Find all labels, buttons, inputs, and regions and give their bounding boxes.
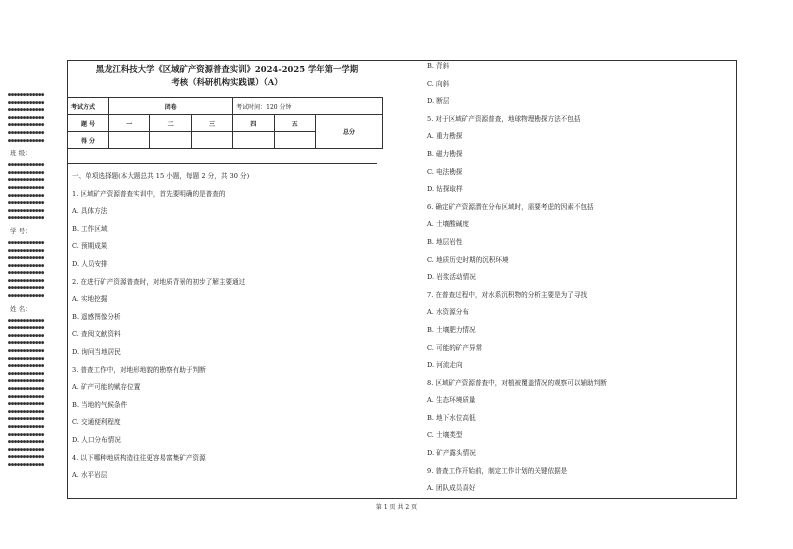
option-line: D. 矿产露头情况 [427,449,476,458]
exam-title-line1: 黑龙江科技大学《区域矿产资源普查实训》2024-2025 学年第一学期 [95,64,359,74]
option-line: D. 断层 [427,97,450,106]
question-line: 6. 确定矿产资源潜在分布区域时，需要考虑的因素不包括 [427,202,594,211]
section-heading: 一、单项选择题(本大题总共 15 小题，每题 2 分，共 30 分) [72,172,250,180]
total-label: 总分 [316,115,383,149]
option-line: B. 遥感图像分析 [72,312,121,321]
option-line: B. 背斜 [427,62,450,70]
score-cell [233,132,274,149]
exam-time: 考试时间：120 分钟 [233,98,383,115]
option-line: A. 水平岩层 [72,471,108,480]
option-line: D. 河流走向 [427,361,463,370]
binding-dots: ●●●●●●●●●●●● ●●●●●●●●●●●● ●●●●●●●●●●●● ●●●●●●●●●●●● ●●●●●●●●●●●● ●●●●●●●●●●●● ●●●●●●●●●●●● [8,92,45,144]
name-label: 姓 名： [10,304,32,313]
question-line: 9. 普查工作开始前，制定工作计划的关键依据是 [427,466,568,475]
option-line: C. 电法勘探 [427,167,463,176]
question-line: 7. 在普查过程中，对水系沉积物的分析主要是为了寻找 [427,290,588,299]
question-line: 4. 以下哪种地质构造往往更容易富集矿产资源 [72,453,206,462]
option-line: D. 钻探取样 [427,185,463,194]
option-line: B. 土壤肥力情况 [427,325,476,334]
part-1: 一 [109,115,150,132]
right-column [427,58,607,498]
option-line: B. 工作区域 [72,224,108,233]
part-3: 三 [191,115,232,132]
binding-dots: ●●●●●●●●●●●● ●●●●●●●●●●●● ●●●●●●●●●●●● ●●●●●●●●●●●● ●●●●●●●●●●●● ●●●●●●●●●●●● ●●●●●●●●●●●● ●●●●●●●●●●●● ●●●●●●●●●●●● ●●●●●●●●●●●● ●●●●●●●●●●●● ●●●●●●●●●●●● ●●●●●●●●●●●● ●●●●●●●●●●●● ●●●●●●●●●●●● ●●●●●●●●●●●● ●●●●●●●●●●●● ●●●●●●●●●●●● ●●●●●●●●●●●● ●●●●●●●●●●●● [8,317,45,468]
question-line: 8. 区域矿产资源普查中，对植被覆盖情况的观察可以辅助判断 [427,378,607,387]
option-line: C. 预期成果 [72,242,108,251]
option-line: D. 询问当地居民 [72,347,121,356]
left-column [72,168,249,485]
option-line: C. 土壤类型 [427,431,463,440]
option-line: B. 地层岩性 [427,237,463,246]
option-line: A. 实地挖掘 [72,295,108,304]
score-cell [109,132,150,149]
option-line: B. 地下水位高低 [427,413,476,422]
score-table [67,97,383,149]
binding-strip [8,92,60,470]
score-cell [191,132,232,149]
student-id-label: 学 号： [10,226,32,235]
option-line: B. 磁力勘探 [427,149,463,158]
section-divider [67,163,377,164]
question-no-label: 题 号 [68,115,109,132]
option-line: C. 交通便利程度 [72,418,121,427]
option-line: C. 可能的矿产异常 [427,343,483,352]
exam-title-line2: 考核（科研机构实践课）（A） [171,77,283,87]
option-line: C. 查阅文献资料 [72,330,121,339]
option-line: D. 岩浆活动情况 [427,273,476,282]
binding-dots: ●●●●●●●●●●●● ●●●●●●●●●●●● ●●●●●●●●●●●● ●●●●●●●●●●●● ●●●●●●●●●●●● ●●●●●●●●●●●● ●●●●●●●●●●●● ●●●●●●●●●●●● [8,239,45,300]
exam-title [72,63,382,89]
binding-dots: ●●●●●●●●●●●● ●●●●●●●●●●●● ●●●●●●●●●●●● ●●●●●●●●●●●● ●●●●●●●●●●●● ●●●●●●●●●●●● ●●●●●●●●●●●● ●●●●●●●●●●●● [8,162,45,222]
part-5: 五 [274,115,315,132]
score-cell [150,132,191,149]
option-line: A. 矿产可能的赋存位置 [72,383,141,392]
option-line: A. 具体方法 [72,207,108,216]
question-line: 1. 区域矿产资源普查实训中，首先要明确的是普查的 [72,189,226,198]
exam-mode-value: 闭卷 [109,98,233,115]
part-4: 四 [233,115,274,132]
part-2: 二 [150,115,191,132]
option-line: A. 水资源分布 [427,308,469,317]
exam-mode-label: 考试方式 [68,98,109,115]
score-label: 得 分 [68,132,109,149]
option-line: D. 人员安排 [72,259,108,268]
page-footer: 第 1 页 共 2 页 [375,504,418,511]
question-line: 3. 普查工作中，对地形地貌的勘察有助于判断 [72,365,206,374]
option-line: C. 地质历史时期的沉积环境 [427,255,509,264]
option-line: A. 重力勘探 [427,132,463,141]
class-label: 班 级： [10,149,32,158]
option-line: C. 向斜 [427,79,450,88]
option-line: A. 土壤酸碱度 [427,220,469,229]
question-line: 2. 在进行矿产资源普查时，对地质背景的初步了解主要通过 [72,277,246,286]
option-line: A. 生态环境质量 [427,396,476,405]
option-line: B. 当地的气候条件 [72,400,128,409]
question-line: 5. 对于区域矿产资源普查，地球物理勘探方法不包括 [427,114,581,123]
option-line: A. 团队成员喜好 [427,484,476,493]
option-line: D. 人口分布情况 [72,435,121,444]
score-cell [274,132,315,149]
